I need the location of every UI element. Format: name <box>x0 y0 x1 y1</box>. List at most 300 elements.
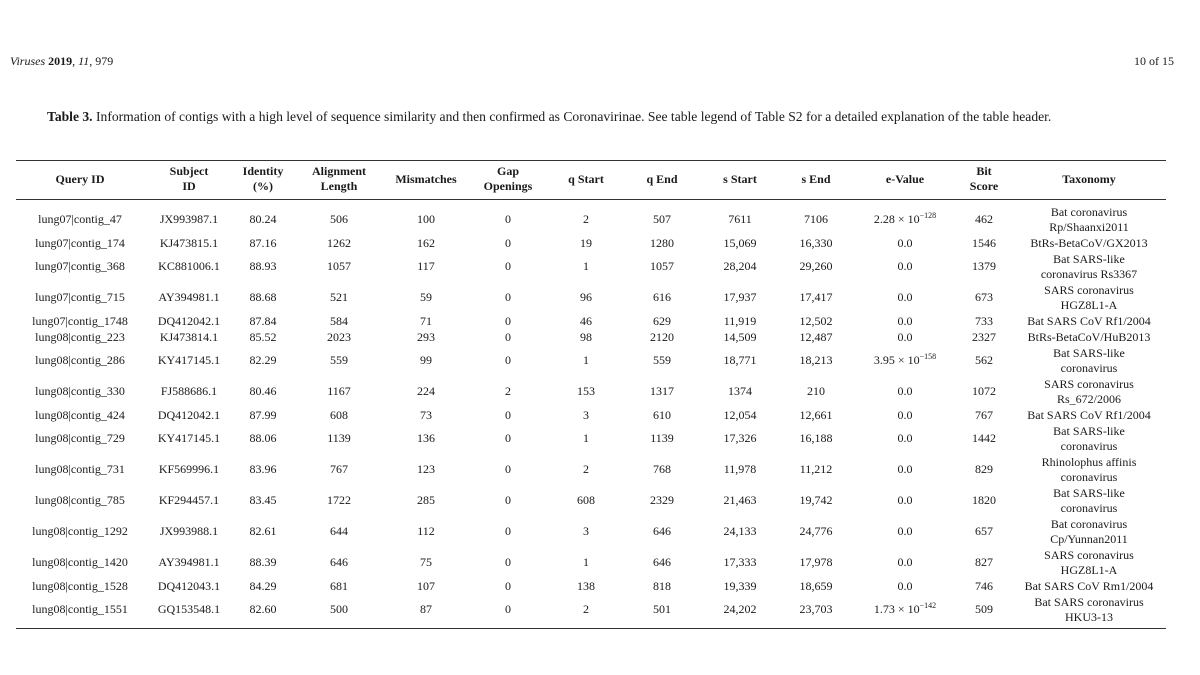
cell-taxonomy <box>1012 578 1166 594</box>
cell-taxonomy <box>1012 282 1166 313</box>
table-row <box>16 423 1166 454</box>
taxonomy-line: coronavirus <box>1060 360 1118 375</box>
table-row <box>16 235 1166 251</box>
cell-identity: 88.93 <box>249 259 277 273</box>
cell-s-start: 19,339 <box>723 579 757 593</box>
table-row <box>16 345 1166 376</box>
cell-length: 681 <box>330 579 348 593</box>
cell-query: lung08|contig_1292 <box>32 524 128 538</box>
cell-s-end: 17,417 <box>799 290 833 304</box>
cell-evalue <box>854 235 956 251</box>
cell-q-start: 1 <box>583 555 589 569</box>
evalue-mantissa: 0.0 <box>897 408 913 422</box>
cell-length: 767 <box>330 462 348 476</box>
cell-gaps: 0 <box>505 353 511 367</box>
table-row <box>16 282 1166 313</box>
column-header <box>778 161 854 200</box>
table-row <box>16 594 1166 629</box>
column-header-line: Taxonomy <box>1062 171 1116 186</box>
cell-length: 1262 <box>327 236 351 250</box>
cell-s-start: 28,204 <box>723 259 757 273</box>
cell-query: lung08|contig_1551 <box>16 594 144 629</box>
cell-subject: AY394981.1 <box>158 555 220 569</box>
cell-gaps: 0 <box>505 493 511 507</box>
cell-query: lung08|contig_424 <box>35 408 125 422</box>
cell-evalue <box>854 200 956 236</box>
table-row <box>16 578 1166 594</box>
cell-q-start: 96 <box>580 290 592 304</box>
table-row <box>16 407 1166 423</box>
cell-length: 1139 <box>327 431 351 445</box>
taxonomy-line: SARS coronavirus <box>1044 282 1134 297</box>
cell-bit-score: 1546 <box>972 236 996 250</box>
cell-identity: 82.29 <box>249 353 277 367</box>
cell-q-start: 1 <box>583 431 589 445</box>
cell-query: lung07|contig_368 <box>35 259 125 273</box>
cell-s-start: 11,978 <box>723 462 757 476</box>
cell-taxonomy <box>1012 423 1166 454</box>
cell-evalue <box>854 547 956 578</box>
cell-taxonomy <box>1012 516 1166 547</box>
cell-mismatches: 285 <box>417 493 435 507</box>
cell-subject: KJ473814.1 <box>159 330 219 344</box>
caption-text: Information of contigs with a high level of sequence similarity and then confirmed as Coronavirinae. See table legend of Table S2 for a detailed explanation of the table header. <box>96 109 1052 124</box>
cell-gaps: 0 <box>466 594 550 629</box>
evalue-mantissa: 0.0 <box>897 524 913 538</box>
cell-evalue <box>854 407 956 423</box>
cell-q-end: 501 <box>622 594 702 629</box>
cell-evalue <box>854 282 956 313</box>
table-row <box>16 313 1166 329</box>
cell-query: lung08|contig_286 <box>35 353 125 367</box>
cell-taxonomy <box>1012 594 1166 629</box>
cell-q-end: 768 <box>653 462 671 476</box>
cell-mismatches: 99 <box>420 353 432 367</box>
cell-mismatches: 87 <box>386 594 466 629</box>
column-header <box>1012 161 1166 200</box>
cell-q-start: 19 <box>580 236 592 250</box>
column-header-line: Query ID <box>55 171 105 186</box>
cell-s-end: 210 <box>807 384 825 398</box>
cell-length: 1057 <box>327 259 351 273</box>
cell-bit-score: 827 <box>975 555 993 569</box>
cell-subject: JX993988.1 <box>159 524 219 538</box>
evalue-mantissa: 3.95 × 10 <box>873 353 920 367</box>
evalue-mantissa: 0.0 <box>897 314 913 328</box>
cell-bit-score: 1379 <box>972 259 996 273</box>
cell-evalue <box>854 454 956 485</box>
cell-subject: KF569996.1 <box>158 462 220 476</box>
taxonomy-line: Cp/Yunnan2011 <box>1050 531 1128 546</box>
cell-q-end: 646 <box>653 555 671 569</box>
cell-s-start: 1374 <box>728 384 752 398</box>
table-row <box>16 485 1166 516</box>
cell-q-end: 1317 <box>650 384 674 398</box>
cell-q-start: 98 <box>580 330 592 344</box>
table-body <box>16 200 1166 629</box>
taxonomy-line: BtRs-BetaCoV/HuB2013 <box>1027 330 1151 344</box>
cell-query: lung07|contig_715 <box>35 290 125 304</box>
cell-s-start: 11,919 <box>723 314 757 328</box>
column-header <box>386 161 466 200</box>
column-header <box>144 161 234 200</box>
cell-bit-score: 1072 <box>972 384 996 398</box>
cell-gaps: 0 <box>505 579 511 593</box>
cell-subject: KC881006.1 <box>158 259 220 273</box>
evalue-mantissa: 0.0 <box>897 236 913 250</box>
evalue-mantissa: 0.0 <box>897 384 913 398</box>
cell-gaps: 0 <box>505 259 511 273</box>
cell-query: lung08|contig_223 <box>35 330 125 344</box>
cell-bit-score: 673 <box>975 290 993 304</box>
cell-q-end: 2120 <box>650 330 674 344</box>
cell-identity: 80.46 <box>249 384 277 398</box>
cell-gaps: 0 <box>505 524 511 538</box>
cell-evalue <box>854 578 956 594</box>
page-number: 10 of 15 <box>1134 54 1174 68</box>
cell-gaps: 2 <box>505 384 511 398</box>
evalue-mantissa: 0.0 <box>897 579 913 593</box>
cell-identity: 83.96 <box>249 462 277 476</box>
taxonomy-line: coronavirus <box>1060 438 1118 453</box>
cell-length: 644 <box>330 524 348 538</box>
cell-mismatches: 123 <box>417 462 435 476</box>
cell-q-end: 507 <box>653 212 671 226</box>
taxonomy-line: Rp/Shaanxi2011 <box>1049 219 1129 234</box>
cell-evalue <box>854 594 956 629</box>
cell-q-start: 1 <box>583 353 589 367</box>
cell-gaps: 0 <box>505 462 511 476</box>
table-row <box>16 516 1166 547</box>
cell-query: lung08|contig_785 <box>35 493 125 507</box>
cell-gaps: 0 <box>505 314 511 328</box>
cell-s-end: 12,661 <box>799 408 833 422</box>
table-row <box>16 376 1166 407</box>
cell-bit-score: 509 <box>956 594 1012 629</box>
cell-subject: JX993987.1 <box>159 212 219 226</box>
taxonomy-line: BtRs-BetaCoV/GX2013 <box>1030 236 1148 250</box>
column-header-line: Bit <box>976 164 992 178</box>
cell-length: 584 <box>330 314 348 328</box>
taxonomy-line: Bat SARS-like <box>1053 345 1125 360</box>
cell-evalue <box>854 313 956 329</box>
cell-subject: DQ412043.1 <box>157 579 221 593</box>
cell-mismatches: 107 <box>417 579 435 593</box>
column-header <box>702 161 778 200</box>
cell-gaps: 0 <box>505 408 511 422</box>
cell-q-start: 138 <box>577 579 595 593</box>
cell-taxonomy <box>1012 454 1166 485</box>
cell-s-end: 18,659 <box>799 579 833 593</box>
cell-query: lung08|contig_731 <box>35 462 125 476</box>
evalue-exponent: −142 <box>919 601 937 610</box>
cell-q-start: 3 <box>583 408 589 422</box>
cell-query: lung07|contig_1748 <box>32 314 128 328</box>
cell-taxonomy <box>1012 313 1166 329</box>
cell-s-end: 16,330 <box>799 236 833 250</box>
cell-bit-score: 657 <box>975 524 993 538</box>
cell-length: 506 <box>330 212 348 226</box>
cell-subject: AY394981.1 <box>158 290 220 304</box>
cell-s-end: 12,487 <box>799 330 833 344</box>
cell-taxonomy <box>1012 235 1166 251</box>
cell-length: 521 <box>330 290 348 304</box>
cell-mismatches: 117 <box>417 259 435 273</box>
taxonomy-line: Bat SARS CoV Rf1/2004 <box>1027 408 1151 422</box>
cell-bit-score: 462 <box>975 212 993 226</box>
cell-gaps: 0 <box>505 212 511 226</box>
cell-length: 1167 <box>327 384 351 398</box>
cell-mismatches: 73 <box>420 408 432 422</box>
cell-length: 1722 <box>327 493 351 507</box>
cell-bit-score: 733 <box>975 314 993 328</box>
cell-evalue <box>854 376 956 407</box>
cell-identity: 87.99 <box>249 408 277 422</box>
cell-q-end: 629 <box>653 314 671 328</box>
column-header-line: q End <box>646 171 678 186</box>
column-header-line: Score <box>969 179 999 193</box>
cell-identity: 87.84 <box>249 314 277 328</box>
cell-bit-score: 1442 <box>972 431 996 445</box>
table-caption <box>47 107 1147 127</box>
evalue-mantissa: 0.0 <box>897 431 913 445</box>
cell-q-end: 2329 <box>650 493 674 507</box>
cell-mismatches: 293 <box>417 330 435 344</box>
cell-q-end: 616 <box>653 290 671 304</box>
cell-taxonomy <box>1012 345 1166 376</box>
column-header-line: s End <box>801 171 831 186</box>
cell-s-end: 17,978 <box>799 555 833 569</box>
taxonomy-line: coronavirus <box>1060 500 1118 515</box>
taxonomy-line: HKU3-13 <box>1065 609 1113 624</box>
cell-s-end: 23,703 <box>778 594 854 629</box>
cell-identity: 82.61 <box>249 524 277 538</box>
journal-volume: 11 <box>78 54 90 68</box>
evalue-mantissa: 2.28 × 10 <box>873 212 920 226</box>
cell-subject: KJ473815.1 <box>159 236 219 250</box>
cell-s-start: 24,133 <box>723 524 757 538</box>
cell-s-end: 16,188 <box>799 431 833 445</box>
cell-q-end: 1139 <box>650 431 674 445</box>
cell-gaps: 0 <box>505 236 511 250</box>
cell-q-start: 2 <box>583 212 589 226</box>
column-header-line: Openings <box>483 179 533 193</box>
cell-s-start: 14,509 <box>723 330 757 344</box>
table-row <box>16 251 1166 282</box>
evalue-mantissa: 0.0 <box>897 290 913 304</box>
cell-s-end: 24,776 <box>799 524 833 538</box>
cell-subject: KF294457.1 <box>158 493 220 507</box>
column-header <box>234 161 292 200</box>
cell-length: 2023 <box>327 330 351 344</box>
cell-s-end: 29,260 <box>799 259 833 273</box>
column-header <box>956 161 1012 200</box>
cell-bit-score: 829 <box>975 462 993 476</box>
cell-identity: 82.60 <box>234 594 292 629</box>
cell-q-start: 1 <box>583 259 589 273</box>
taxonomy-line: Rs_672/2006 <box>1056 391 1121 406</box>
table-row <box>16 547 1166 578</box>
evalue-exponent: −128 <box>919 211 937 220</box>
cell-identity: 80.24 <box>249 212 277 226</box>
cell-evalue <box>854 516 956 547</box>
evalue-mantissa: 1.73 × 10 <box>873 602 920 616</box>
cell-taxonomy <box>1012 407 1166 423</box>
journal-name: Viruses <box>10 54 46 68</box>
caption-label: Table 3. <box>47 109 93 124</box>
cell-subject: DQ412042.1 <box>157 408 221 422</box>
cell-identity: 83.45 <box>249 493 277 507</box>
cell-length: 559 <box>330 353 348 367</box>
cell-mismatches: 75 <box>420 555 432 569</box>
contig-table <box>16 160 1166 629</box>
column-header <box>854 161 956 200</box>
taxonomy-line: HGZ8L1-A <box>1060 297 1118 312</box>
taxonomy-line: Bat SARS-like <box>1053 423 1125 438</box>
cell-q-start: 2 <box>550 594 622 629</box>
cell-s-start: 21,463 <box>723 493 757 507</box>
taxonomy-line: Bat SARS-like <box>1053 251 1125 266</box>
taxonomy-line: SARS coronavirus <box>1044 376 1134 391</box>
taxonomy-line: Bat SARS CoV Rf1/2004 <box>1027 314 1151 328</box>
column-header-line: Length <box>320 179 358 193</box>
table-header-row <box>16 161 1166 200</box>
cell-q-start: 608 <box>577 493 595 507</box>
column-header <box>466 161 550 200</box>
article-number: 979 <box>95 54 114 68</box>
cell-identity: 84.29 <box>249 579 277 593</box>
column-header <box>550 161 622 200</box>
column-header <box>622 161 702 200</box>
cell-mismatches: 71 <box>420 314 432 328</box>
running-head <box>10 54 1174 69</box>
evalue-mantissa: 0.0 <box>897 555 913 569</box>
cell-q-end: 1280 <box>650 236 674 250</box>
cell-evalue <box>854 329 956 345</box>
cell-s-start: 7611 <box>728 212 752 226</box>
cell-mismatches: 136 <box>417 431 435 445</box>
cell-s-end: 19,742 <box>799 493 833 507</box>
taxonomy-line: HGZ8L1-A <box>1060 562 1118 577</box>
cell-taxonomy <box>1012 485 1166 516</box>
journal-year: 2019 <box>48 54 73 68</box>
cell-taxonomy <box>1012 547 1166 578</box>
taxonomy-line: Bat SARS coronavirus <box>1034 594 1144 609</box>
cell-q-start: 153 <box>577 384 595 398</box>
cell-s-start: 18,771 <box>723 353 757 367</box>
cell-identity: 87.16 <box>249 236 277 250</box>
cell-query: lung08|contig_330 <box>35 384 125 398</box>
column-header <box>16 161 144 200</box>
cell-identity: 88.06 <box>249 431 277 445</box>
cell-mismatches: 112 <box>417 524 435 538</box>
cell-query: lung08|contig_729 <box>35 431 125 445</box>
cell-query: lung08|contig_1528 <box>32 579 128 593</box>
cell-taxonomy <box>1012 200 1166 236</box>
column-header <box>292 161 386 200</box>
cell-length: 646 <box>330 555 348 569</box>
taxonomy-line: Bat coronavirus <box>1050 204 1128 219</box>
cell-gaps: 0 <box>505 330 511 344</box>
cell-s-end: 11,212 <box>799 462 833 476</box>
evalue-mantissa: 0.0 <box>897 330 913 344</box>
taxonomy-line: Bat SARS-like <box>1053 485 1125 500</box>
cell-s-end: 18,213 <box>799 353 833 367</box>
evalue-exponent: −158 <box>919 352 937 361</box>
cell-evalue <box>854 345 956 376</box>
cell-gaps: 0 <box>505 431 511 445</box>
cell-bit-score: 2327 <box>972 330 996 344</box>
cell-s-end: 12,502 <box>799 314 833 328</box>
cell-mismatches: 100 <box>417 212 435 226</box>
cell-gaps: 0 <box>505 555 511 569</box>
cell-q-end: 1057 <box>650 259 674 273</box>
cell-evalue <box>854 485 956 516</box>
cell-subject: DQ412042.1 <box>157 314 221 328</box>
taxonomy-line: Rhinolophus affinis <box>1041 454 1137 469</box>
evalue-mantissa: 0.0 <box>897 259 913 273</box>
taxonomy-line: coronavirus Rs3367 <box>1040 266 1138 281</box>
cell-taxonomy <box>1012 376 1166 407</box>
cell-q-end: 559 <box>653 353 671 367</box>
cell-s-start: 12,054 <box>723 408 757 422</box>
cell-subject: KY417145.1 <box>157 353 221 367</box>
taxonomy-line: Bat SARS CoV Rm1/2004 <box>1024 579 1154 593</box>
taxonomy-line: SARS coronavirus <box>1044 547 1134 562</box>
cell-mismatches: 224 <box>417 384 435 398</box>
cell-subject: GQ153548.1 <box>144 594 234 629</box>
cell-gaps: 0 <box>505 290 511 304</box>
cell-subject: KY417145.1 <box>157 431 221 445</box>
cell-evalue <box>854 423 956 454</box>
cell-q-end: 610 <box>653 408 671 422</box>
column-header-line: Subject <box>169 164 209 178</box>
cell-bit-score: 562 <box>975 353 993 367</box>
cell-q-end: 646 <box>653 524 671 538</box>
table-row <box>16 329 1166 345</box>
cell-query: lung07|contig_47 <box>38 212 122 226</box>
column-header-line: ID <box>182 179 196 193</box>
cell-s-end: 7106 <box>804 212 828 226</box>
taxonomy-line: coronavirus <box>1060 469 1118 484</box>
cell-s-start: 15,069 <box>723 236 757 250</box>
column-header-line: s Start <box>723 171 757 186</box>
column-header-line: e-Value <box>885 171 925 186</box>
cell-s-start: 17,333 <box>723 555 757 569</box>
journal-citation: Viruses 2019, 11, 979 <box>10 54 114 68</box>
cell-identity: 88.39 <box>249 555 277 569</box>
cell-s-start: 24,202 <box>702 594 778 629</box>
taxonomy-line: Bat coronavirus <box>1050 516 1128 531</box>
evalue-mantissa: 0.0 <box>897 462 913 476</box>
cell-s-start: 17,326 <box>723 431 757 445</box>
cell-q-end: 818 <box>653 579 671 593</box>
column-header-line: Alignment <box>312 164 366 178</box>
cell-q-start: 2 <box>583 462 589 476</box>
cell-bit-score: 746 <box>975 579 993 593</box>
cell-s-start: 17,937 <box>723 290 757 304</box>
table-row <box>16 200 1166 236</box>
cell-taxonomy <box>1012 329 1166 345</box>
cell-evalue <box>854 251 956 282</box>
cell-query: lung07|contig_174 <box>35 236 125 250</box>
column-header-line: q Start <box>568 171 604 186</box>
cell-identity: 88.68 <box>249 290 277 304</box>
cell-mismatches: 59 <box>420 290 432 304</box>
evalue-mantissa: 0.0 <box>897 493 913 507</box>
column-header-line: Identity <box>242 164 284 178</box>
column-header-line: Mismatches <box>395 171 457 186</box>
